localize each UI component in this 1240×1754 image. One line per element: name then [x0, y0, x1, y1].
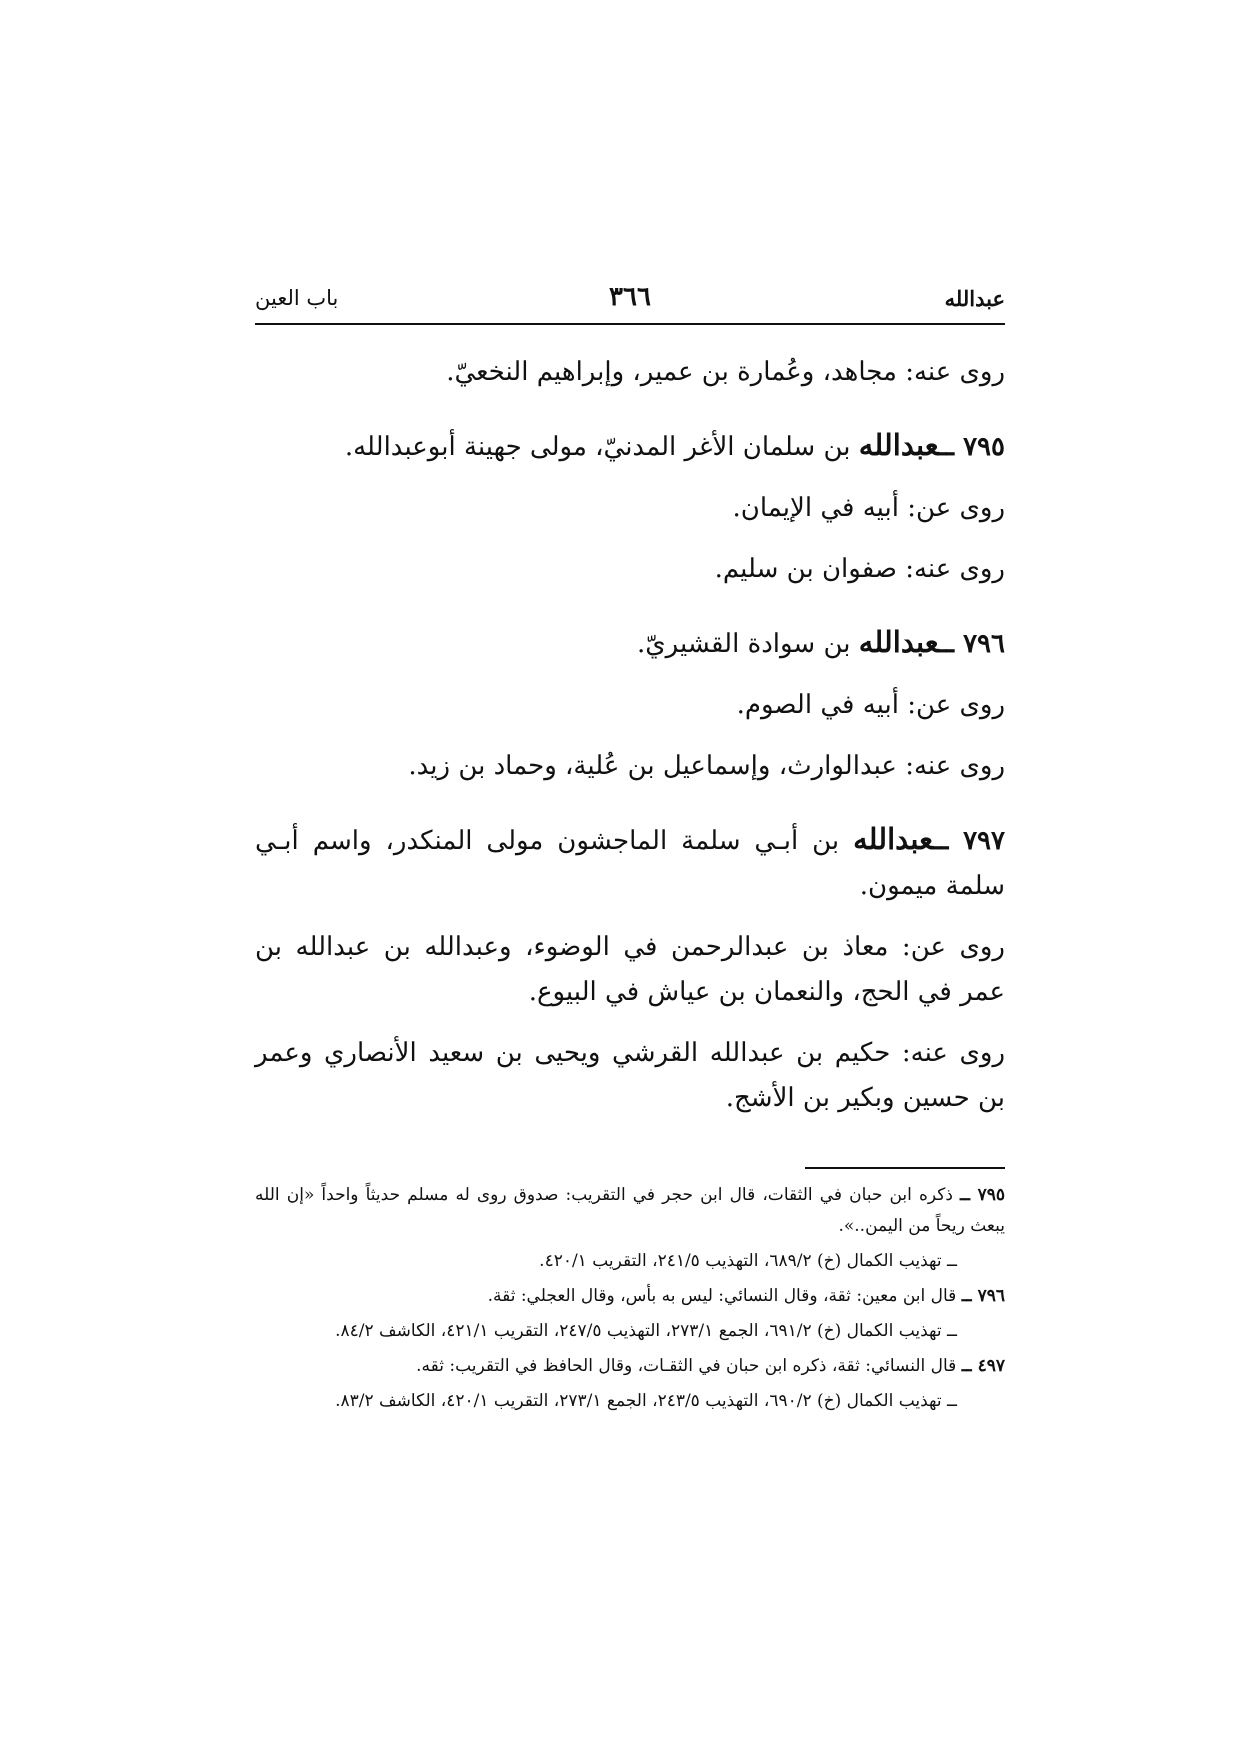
- footnote: [255, 1351, 1005, 1382]
- entry-title-797: [255, 817, 1005, 909]
- footnote: [255, 1281, 1005, 1312]
- footnote-number: ٧٩٥ ــ: [960, 1185, 1006, 1205]
- footnotes: [255, 1180, 1005, 1421]
- entry-number: ٧٩٥ ــ: [938, 432, 1005, 462]
- page-number: ٣٦٦: [609, 282, 651, 312]
- footnote-text: قال النسائي: ثقة، ذكره ابن حبان في الثقـات، وقال الحافظ في التقريب: ثقه.: [416, 1356, 957, 1376]
- footnote-text: قال ابن معين: ثقة، وقال النسائي: ليس به بأس، وقال العجلي: ثقة.: [487, 1286, 957, 1306]
- entry-name: عبدالله: [853, 822, 934, 856]
- footnote-rule: [805, 1167, 1005, 1169]
- entry-title-796: [255, 620, 1005, 667]
- entry-number: ٧٩٧ ــ: [933, 826, 1005, 856]
- entry-narrated-from: روى عن: أبيه في الإيمان.: [732, 493, 1005, 523]
- footnote-reference: ــ تهذيب الكمال (خ) ٦٨٩/٢، التهذيب ٢٤١/٥، التقريب ٤٢٠/١.: [539, 1251, 957, 1271]
- entry-narrated-by: روى عنه: حكيم بن عبدالله القرشي ويحيى بن سعيد الأنصاري وعمر بن حسين وبكير بن الأشج.: [255, 1038, 1005, 1113]
- footnote: [255, 1180, 1005, 1242]
- entry-title-rest: بن أبـي سلمة الماجشون مولى المنكدر، واسم أبـي سلمة ميمون.: [255, 826, 1005, 901]
- entry-narrated-by: روى عنه: عبدالوارث، وإسماعيل بن عُلية، وحماد بن زيد.: [408, 751, 1005, 781]
- continued-line: روى عنه: مجاهد، وعُمارة بن عمير، وإبراهيم النخعيّ.: [446, 357, 1005, 387]
- footnote-number: ٧٩٦ ــ: [961, 1286, 1005, 1306]
- entry-title-rest: بن سوادة القشيريّ.: [637, 629, 859, 659]
- header-chapter: باب العين: [255, 286, 339, 310]
- entry-title-rest: بن سلمان الأغر المدنيّ، مولى جهينة أبوعبدالله.: [344, 432, 859, 462]
- entry-narrated-by: روى عنه: صفوان بن سليم.: [714, 554, 1005, 584]
- entry-narrated-from: روى عن: أبيه في الصوم.: [736, 690, 1005, 720]
- header-entry-name: عبدالله: [944, 286, 1005, 311]
- footnote-reference: ــ تهذيب الكمال (خ) ٦٩٠/٢، التهذيب ٢٤٣/٥، الجمع ٢٧٣/١، التقريب ٤٢٠/١، الكاشف ٨٣/٢.: [335, 1391, 957, 1411]
- footnote-reference: ــ تهذيب الكمال (خ) ٦٩١/٢، الجمع ٢٧٣/١، التهذيب ٢٤٧/٥، التقريب ٤٢١/١، الكاشف ٨٤/٢.: [335, 1321, 957, 1341]
- header-rule: [255, 323, 1005, 325]
- page-header: [255, 282, 1005, 324]
- main-text: [255, 350, 1005, 1137]
- entry-name: عبدالله: [858, 625, 939, 659]
- entry-name: عبدالله: [858, 428, 939, 462]
- entry-number: ٧٩٦ ــ: [938, 629, 1005, 659]
- footnote-number: ٤٩٧ ــ: [961, 1356, 1005, 1376]
- entry-narrated-from: روى عن: معاذ بن عبدالرحمن في الوضوء، وعبدالله بن عبدالله بن عمر في الحج، والنعمان بن عياش في البيوع.: [255, 932, 1005, 1007]
- entry-title-795: [255, 423, 1005, 470]
- footnote-text: ذكره ابن حبان في الثقات، قال ابن حجر في التقريب: صدوق روى له مسلم حديثاً واحداً «إن الله يبعث ريحاً من اليمن..».: [255, 1185, 1005, 1236]
